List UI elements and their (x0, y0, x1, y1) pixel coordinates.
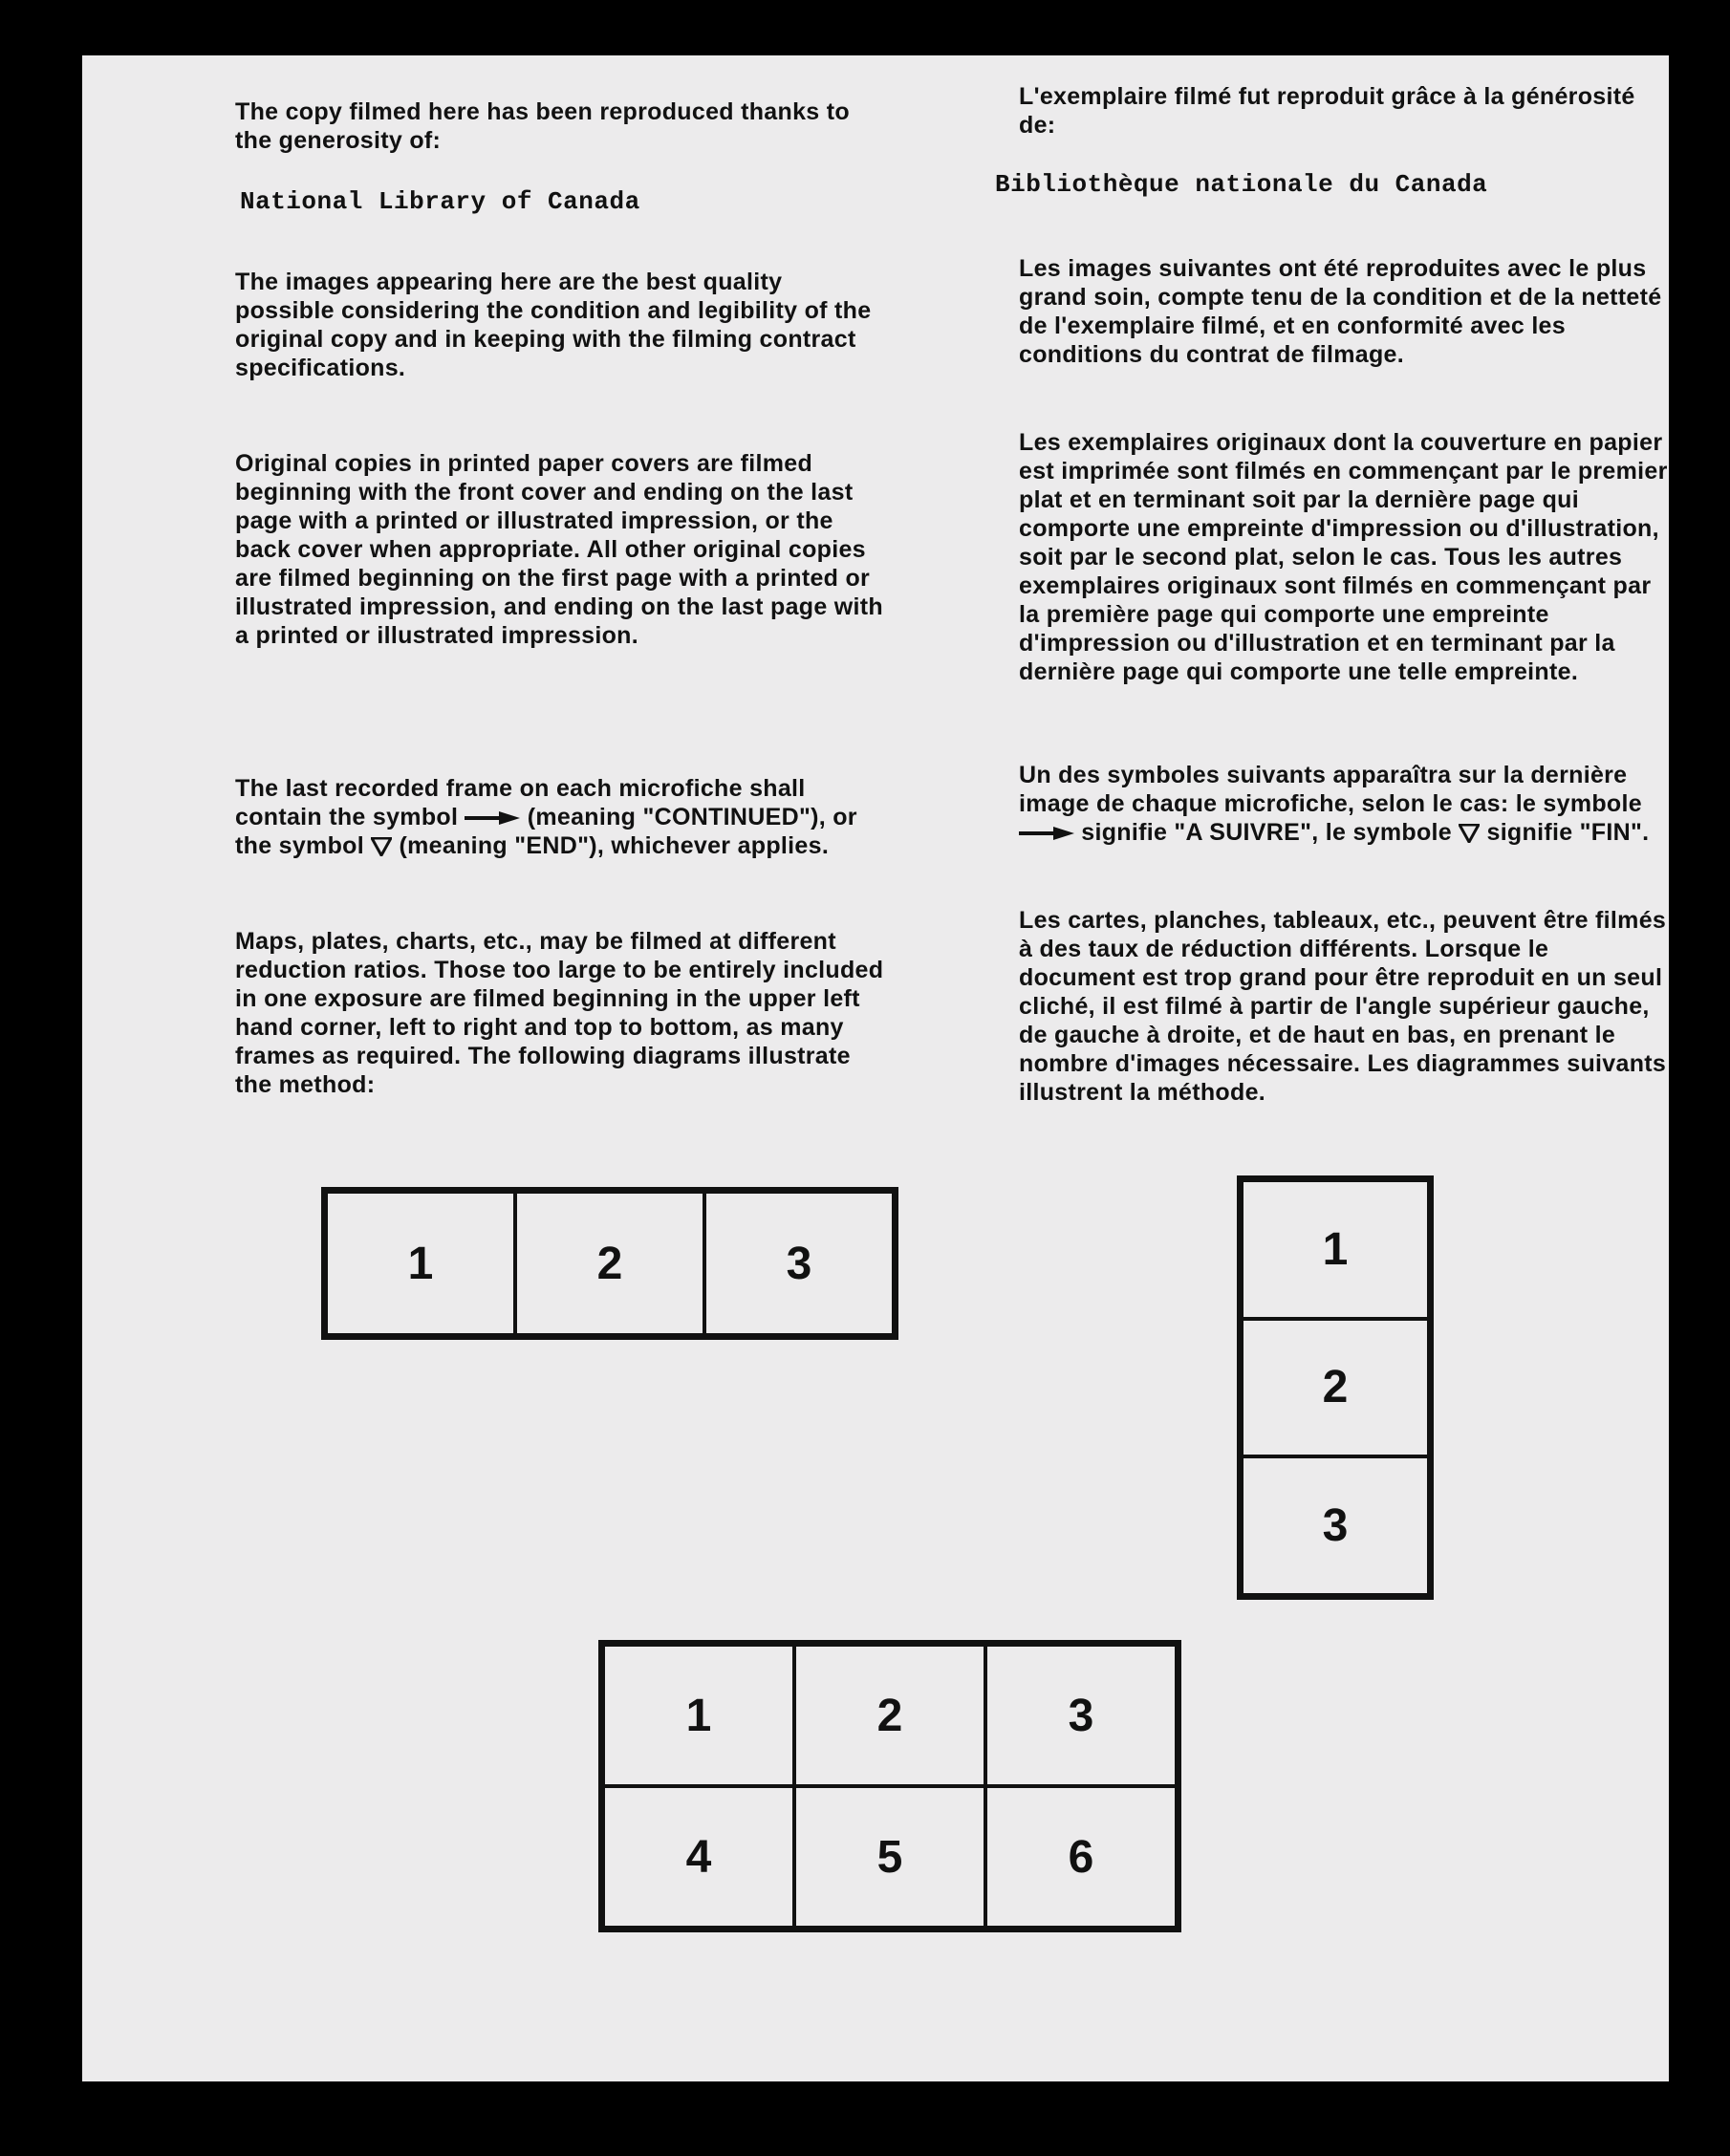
diagram-grid (598, 1640, 1181, 1932)
french-quality (1019, 254, 1669, 369)
frame-cell: 2 (515, 1192, 704, 1335)
french-symbol-text-c: signifie "FIN". (1486, 819, 1650, 846)
arrow-icon (1019, 827, 1074, 840)
english-quality (235, 268, 885, 382)
french-library: Bibliothèque nationale du Canada (995, 170, 1488, 199)
english-library: National Library of Canada (240, 187, 640, 216)
french-intro (1019, 82, 1669, 140)
english-covers (235, 449, 885, 650)
frame-cell: 3 (985, 1645, 1177, 1786)
english-symbol-text-c: (meaning "END"), whichever applies. (399, 832, 830, 859)
frame-cell: 6 (985, 1786, 1177, 1928)
diagram-horizontal (321, 1187, 898, 1340)
english-symbol-text-a: The last recorded frame on each microfiche shall contain the symbol (235, 775, 806, 830)
english-maps-text: Maps, plates, charts, etc., may be filmed at different reduction ratios. Those too large to be entirely included in one exposure are filmed beginning in the upper left hand corner, left to right and top to bottom, as many frames as required. The following diagrams illustrate the method: (235, 928, 884, 1098)
english-maps (235, 927, 885, 1099)
english-quality-text: The images appearing here are the best quality possible considering the condition and legibility of the original copy and in keeping with the filming contract specifications. (235, 269, 872, 381)
triangle-down-icon (371, 837, 392, 856)
triangle-down-icon (1459, 824, 1480, 843)
frame-cell: 4 (603, 1786, 794, 1928)
diagram-vertical (1237, 1175, 1434, 1600)
frame-cell: 1 (1242, 1180, 1429, 1319)
frame-cell: 2 (794, 1645, 985, 1786)
french-maps-text: Les cartes, planches, tableaux, etc., peuvent être filmés à des taux de réduction différents. Lorsque le document est trop grand pour être reproduit en un seul cliché, il est filmé à partir de l'angle supérieur gauche, de gauche à droite, et de haut en bas, en prenant le nombre d'images nécessaire. Les diagrammes suivants illustrent la méthode. (1019, 907, 1667, 1106)
french-maps (1019, 906, 1669, 1107)
english-intro (235, 97, 885, 155)
english-intro-text: The copy filmed here has been reproduced thanks to the generosity of: (235, 98, 850, 154)
frame-cell: 3 (704, 1192, 894, 1335)
french-covers-text: Les exemplaires originaux dont la couverture en papier est imprimée sont filmés en commençant par le premier plat et en terminant soit par la dernière page qui comporte une empreinte d'impression ou d'illustration, soit par le second plat, selon le cas. Tous les autres exemplaires originaux sont filmés en commençant par la première page qui comporte une empreinte d'impression ou d'illustration et en terminant par la dernière page qui comporte une telle empreinte. (1019, 429, 1668, 685)
frame-cell: 3 (1242, 1456, 1429, 1595)
french-quality-text: Les images suivantes ont été reproduites avec le plus grand soin, compte tenu de la condition et de la netteté de l'exemplaire filmé, et en conformité avec les conditions du contrat de filmage. (1019, 255, 1662, 368)
filmed-sheet (82, 55, 1669, 2081)
english-covers-text: Original copies in printed paper covers are filmed beginning with the front cover and ending on the last page with a printed or illustrated impression, or the back cover when appropriate. All other original copies are filmed beginning on the first page with a printed or illustrated impression, and ending on the last page with a printed or illustrated impression. (235, 450, 883, 649)
french-covers (1019, 428, 1669, 686)
french-intro-text: L'exemplaire filmé fut reproduit grâce à la générosité de: (1019, 83, 1635, 139)
frame-cell: 1 (603, 1645, 794, 1786)
french-symbol-text-b: signifie "A SUIVRE", le symbole (1081, 819, 1452, 846)
english-symbol-text-b: (meaning "CONTINUED"), or the symbol (235, 804, 857, 859)
english-symbols (235, 774, 885, 860)
arrow-icon (465, 811, 520, 825)
frame-cell: 5 (794, 1786, 985, 1928)
frame-cell: 1 (326, 1192, 515, 1335)
frame-cell: 2 (1242, 1319, 1429, 1457)
french-symbol-text-a: Un des symboles suivants apparaîtra sur la dernière image de chaque microfiche, selon le cas: le symbole (1019, 762, 1642, 817)
french-symbols (1019, 761, 1669, 847)
